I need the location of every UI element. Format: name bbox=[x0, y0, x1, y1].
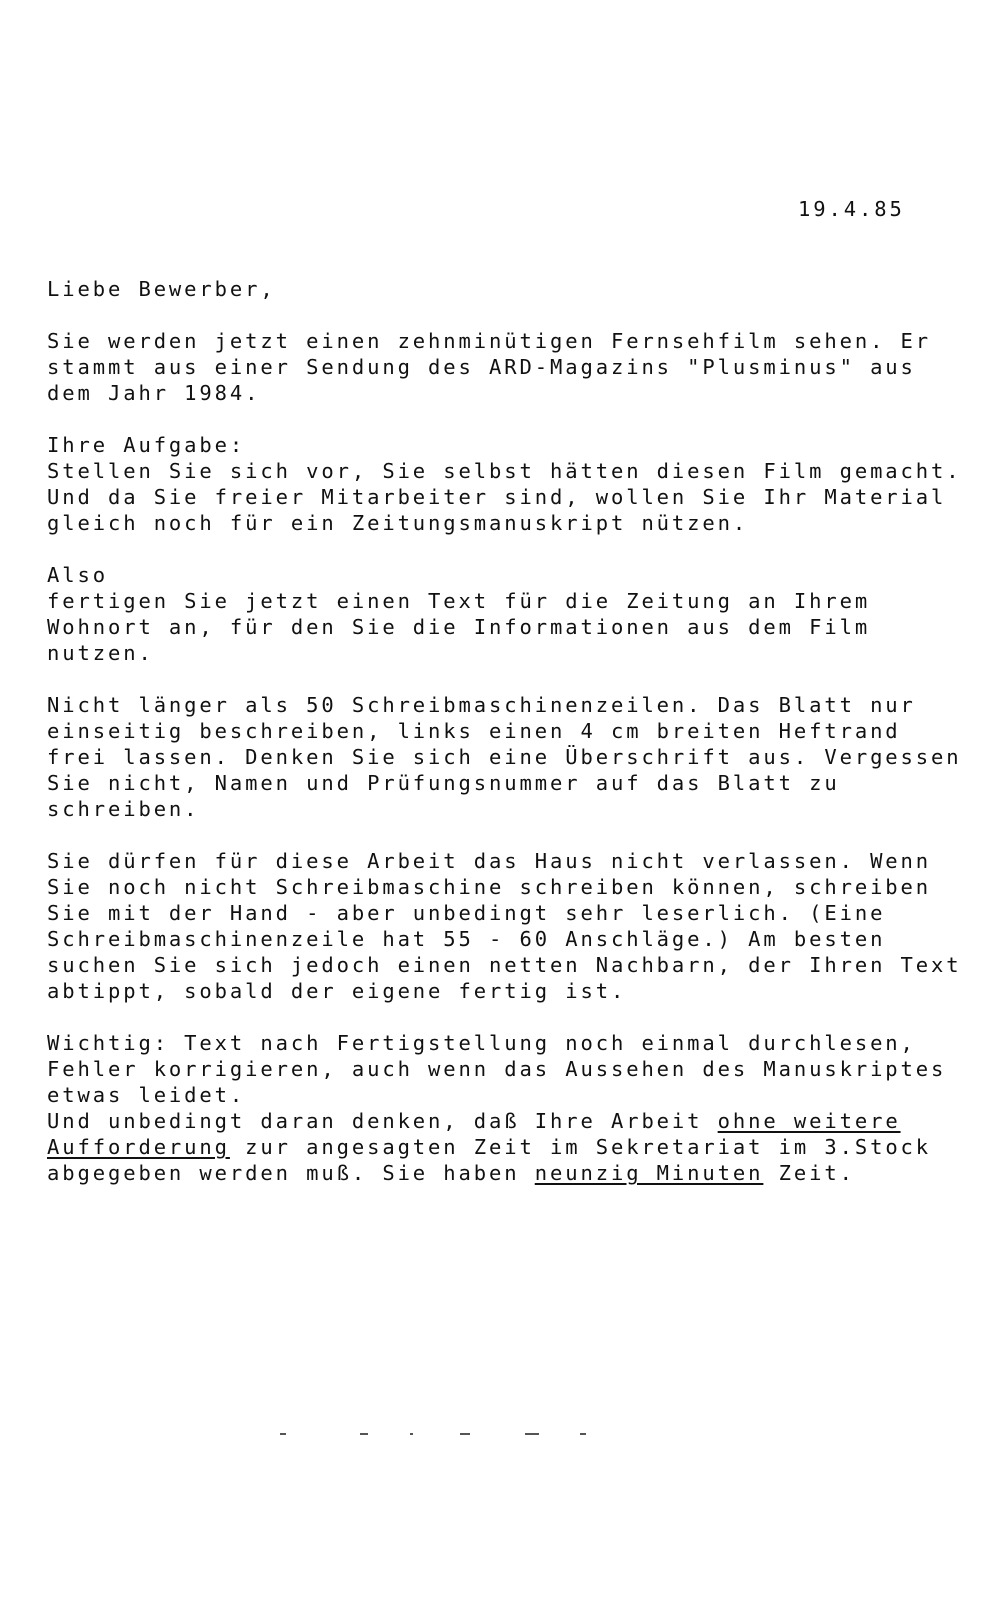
speck bbox=[410, 1433, 413, 1435]
text-line: Sie werden jetzt einen zehnminütigen Fernsehfilm sehen. Er bbox=[47, 329, 932, 353]
text-line: Fehler korrigieren, auch wenn das Aussehen des Manuskriptes bbox=[47, 1057, 947, 1081]
text-line: Wichtig: Text nach Fertigstellung noch einmal durchlesen, bbox=[47, 1031, 916, 1055]
text-line bbox=[47, 1160, 987, 1186]
paragraph-task bbox=[47, 432, 987, 536]
text-line: einseitig beschreiben, links einen 4 cm breiten Heftrand bbox=[47, 719, 901, 743]
speck bbox=[460, 1433, 470, 1435]
text-line: Sie mit der Hand - aber unbedingt sehr leserlich. (Eine bbox=[47, 901, 886, 925]
salutation: Liebe Bewerber, bbox=[47, 277, 276, 301]
text-line: Sie noch nicht Schreibmaschine schreiben können, schreiben bbox=[47, 875, 932, 899]
text-line: Und da Sie freier Mitarbeiter sind, wollen Sie Ihr Material bbox=[47, 485, 947, 509]
text-segment: Zeit. bbox=[763, 1161, 855, 1185]
text-line: frei lassen. Denken Sie sich eine Überschrift aus. Vergessen bbox=[47, 745, 962, 769]
underlined-phrase: ohne weitere bbox=[717, 1109, 901, 1133]
text-line: Stellen Sie sich vor, Sie selbst hätten diesen Film gemacht. bbox=[47, 459, 962, 483]
text-line: Also bbox=[47, 563, 108, 587]
text-segment: abgegeben werden muß. Sie haben bbox=[47, 1161, 535, 1185]
text-line: nutzen. bbox=[47, 641, 154, 665]
speck bbox=[360, 1433, 368, 1435]
text-line: etwas leidet. bbox=[47, 1083, 246, 1107]
text-line: gleich noch für ein Zeitungsmanuskript nützen. bbox=[47, 511, 749, 535]
text-line: stammt aus einer Sendung des ARD-Magazins "Plusminus" aus bbox=[47, 355, 916, 379]
underlined-phrase: Aufforderung bbox=[47, 1135, 230, 1159]
text-segment: zur angesagten Zeit im Sekretariat im 3.Stock bbox=[229, 1135, 932, 1159]
salutation-block bbox=[47, 276, 987, 302]
text-line: Wohnort an, für den Sie die Informationen aus dem Film bbox=[47, 615, 871, 639]
letter-date: 19.4.85 bbox=[798, 197, 905, 221]
text-line: Ihre Aufgabe: bbox=[47, 433, 246, 457]
text-line: abtippt, sobald der eigene fertig ist. bbox=[47, 979, 627, 1003]
paragraph-intro bbox=[47, 328, 987, 406]
speck bbox=[580, 1433, 586, 1435]
paragraph-rules bbox=[47, 848, 987, 1004]
speck bbox=[280, 1433, 286, 1435]
text-line: dem Jahr 1984. bbox=[47, 381, 261, 405]
paragraph-important bbox=[47, 1030, 987, 1186]
text-line: Schreibmaschinenzeile hat 55 - 60 Anschläge.) Am besten bbox=[47, 927, 886, 951]
letter-body bbox=[47, 276, 987, 1212]
scan-specks bbox=[280, 1433, 620, 1445]
text-line: fertigen Sie jetzt einen Text für die Zeitung an Ihrem bbox=[47, 589, 871, 613]
paragraph-instructions bbox=[47, 562, 987, 666]
text-line: Sie dürfen für diese Arbeit das Haus nicht verlassen. Wenn bbox=[47, 849, 932, 873]
text-line bbox=[47, 1108, 987, 1134]
speck bbox=[525, 1433, 539, 1435]
text-line: suchen Sie sich jedoch einen netten Nachbarn, der Ihren Text bbox=[47, 953, 962, 977]
underlined-phrase: neunzig Minuten bbox=[534, 1161, 764, 1185]
text-line: Sie nicht, Namen und Prüfungsnummer auf das Blatt zu bbox=[47, 771, 840, 795]
text-line: schreiben. bbox=[47, 797, 200, 821]
paragraph-format bbox=[47, 692, 987, 822]
text-line: Nicht länger als 50 Schreibmaschinenzeilen. Das Blatt nur bbox=[47, 693, 916, 717]
text-line bbox=[47, 1134, 987, 1160]
text-segment: Und unbedingt daran denken, daß Ihre Arbeit bbox=[47, 1109, 718, 1133]
